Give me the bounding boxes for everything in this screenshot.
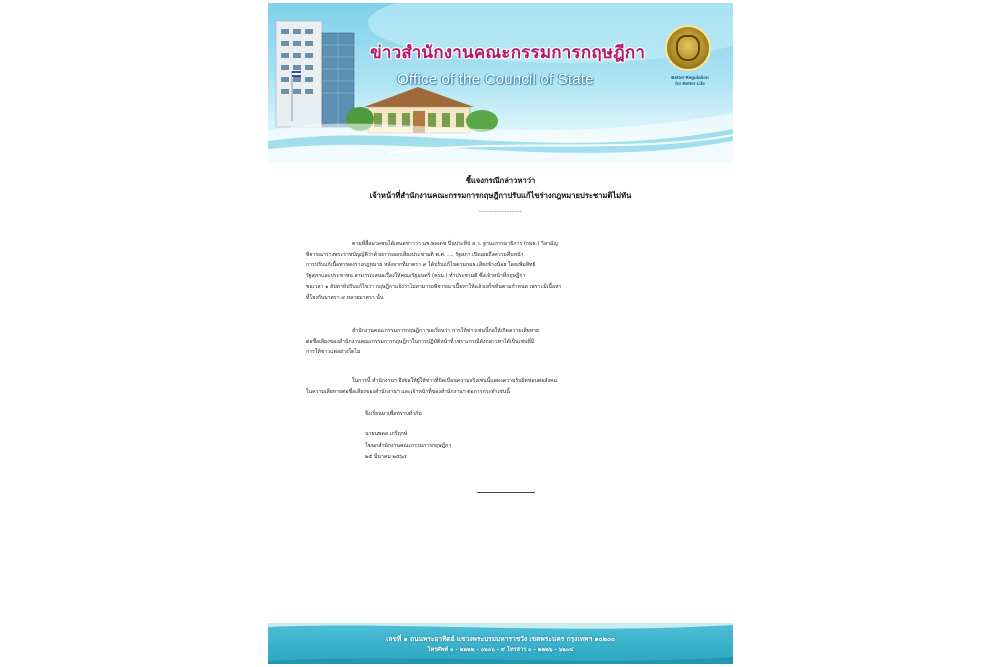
- heading-separator: -----------------: [478, 208, 523, 215]
- slogan-line-2: for Better Life: [675, 81, 705, 86]
- release-date: ๒๕ มีนาคม ๒๕๖๔: [365, 454, 407, 460]
- signer-name: นายนพดล เภรีฤกษ์: [365, 431, 408, 437]
- paragraph-line: ตามที่สื่อมวลชนได้เสนอข่าวว่า นพ.พลเดช ปิ่นประทีป ส.ว. ฐานะกรรมาธิการ (กมธ.) วิสามัญ: [352, 241, 558, 247]
- footer-bar: [268, 623, 733, 664]
- banner-slogan: [661, 75, 719, 87]
- paragraph-3: [306, 376, 706, 397]
- slogan-line-1: Better Regulation: [671, 75, 709, 80]
- banner-title-english: Office of the Council of State: [397, 71, 594, 88]
- paragraph-line: ในการนี้ สำนักงานฯ จึงขอให้ผู้ให้ข่าวที่บิดเบือนความจริงเช่นนี้แสดงความรับผิดชอบต่อสังคม: [352, 378, 557, 384]
- signer-title: โฆษกสำนักงานคณะกรรมการกฤษฎีกา: [365, 442, 452, 449]
- paragraph-line: การให้ข่าวแต่อย่างใดไม่: [306, 349, 361, 356]
- closing-remark: จึงเรียนมาเพื่อทราบทั่วกัน: [365, 411, 422, 417]
- footer-contact: โทรศัพท์ ๐ - ๒๒๒๒ - ๐๒๐๖ - ๙ โทรสาร ๐ - ๒๒๒๖ - ๖๒๐๔: [427, 647, 574, 653]
- paragraph-1: [306, 239, 706, 303]
- paragraph-line: รัฐสภาและประชาชน สามารถเสนอเรื่องให้คณะรัฐมนตรี (ครม.) ทำประชามติ ซึ่งเจ้าหน้าที่กฤษฎีกา: [306, 273, 526, 280]
- document-heading-line-1: ชี้แจงกรณีกล่าวหาว่า: [465, 176, 536, 185]
- paragraph-2: [306, 326, 706, 358]
- council-of-state-emblem-icon: [665, 25, 711, 71]
- paragraph-line: ต่อชื่อเสียงของสำนักงานคณะกรรมการกฤษฎีกาในการปฏิบัติหน้าที่ เพราะกรณีดังกล่าวหาได้เป็นเช่นที่มี: [306, 338, 535, 345]
- paragraph-line: ในความเสียหายต่อชื่อเสียงของสำนักงานฯ และเจ้าหน้าที่ของสำนักงานฯ ต่อการกระทำเช่นนี้: [306, 388, 510, 395]
- paragraph-line: พิจารณาร่างพระราชบัญญัติว่าด้วยการออกเสียงประชามติ พ.ศ. .... รัฐสภา เปิดเผยถึงความคืบหน้า: [306, 251, 524, 258]
- header-banner: [268, 3, 733, 163]
- paragraph-line: การปรับแก้เนื้อหาของร่างกฎหมาย หลังจากที่มาตรา ๙ ได้ปรับแก้ไขตามกมธ.เสียงข้างน้อย โดยเพิ่มสิทธิ: [306, 262, 536, 269]
- paragraph-line: ที่โยงกับมาตรา ๙ หลายมาตรา นั้น: [306, 294, 384, 301]
- press-release-page: [268, 3, 733, 664]
- end-divider: [477, 492, 535, 493]
- banner-title-thai: ข่าวสำนักงานคณะกรรมการกฤษฎีกา: [370, 43, 646, 63]
- signature-block: [365, 429, 565, 464]
- paragraph-line: ขอเวลา ๑ สัปดาห์ปรับแก้ไขว่า กฤษฎีกาแจ้งว่าไม่สามารถพิจารณาเนื้อหาให้แล้วเสร็จทันตามกำหนด เพราะมีเนื้อหา: [306, 283, 562, 290]
- document-heading-line-2: เจ้าหน้าที่สำนักงานคณะกรรมการกฤษฎีกาปรับแก้ไขร่างกฎหมายประชามติไม่ทัน: [369, 191, 632, 200]
- paragraph-line: สำนักงานคณะกรรมการกฤษฎีกา ขอเรียนว่า การให้ข่าวเช่นนี้ก่อให้เกิดความเสียหาย: [352, 328, 540, 334]
- footer-address: เลขที่ ๑ ถนนพระอาทิตย์ แขวงพระบรมมหาราชวัง เขตพระนคร กรุงเทพฯ ๑๐๒๐๐: [386, 635, 615, 643]
